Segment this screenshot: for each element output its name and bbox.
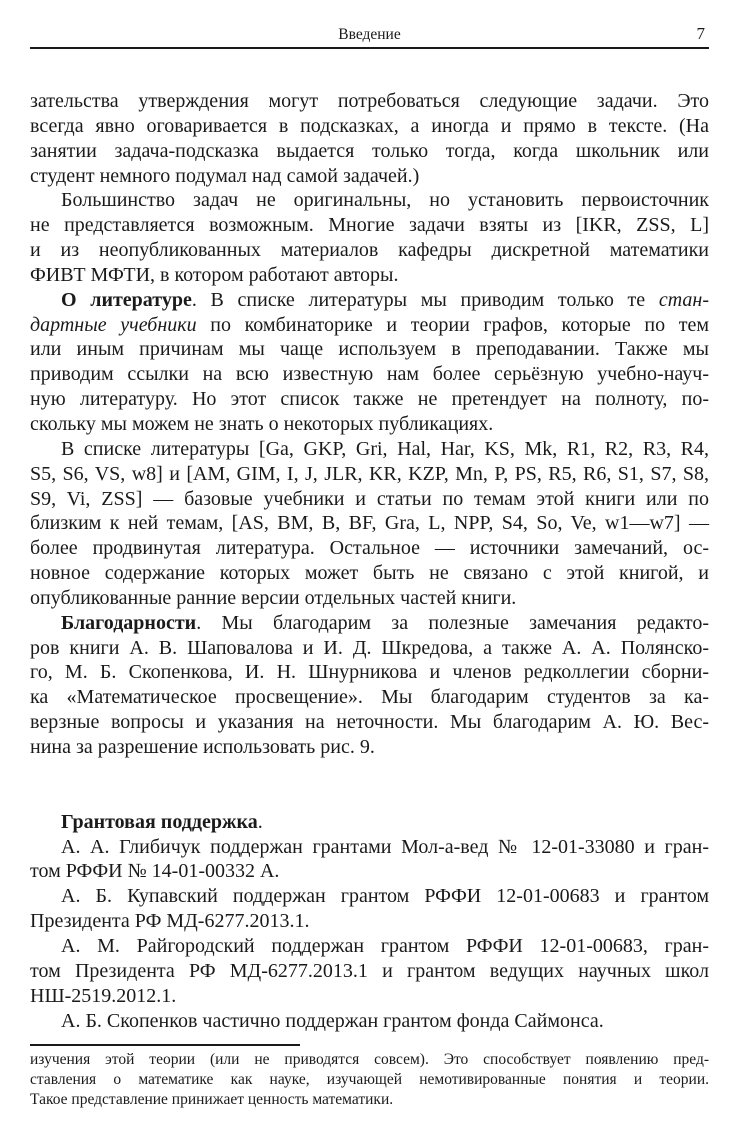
text-line [30,288,709,313]
text-line [30,561,709,586]
paragraph [30,288,709,437]
text-line [30,685,709,710]
text-line [30,313,709,338]
text-run: НШ-2519.2012.1. [30,984,177,1007]
text-line [30,362,709,387]
text-line [30,835,709,860]
text-run: Большинство задач не оригинальны, но установить первоисточник [61,189,709,212]
section-gap [30,760,709,810]
text-line [30,213,709,238]
text-run: ФИВТ МФТИ, в котором работают авторы. [30,263,399,286]
text-line [30,1009,709,1034]
text-run: и из неопубликованных материалов кафедры дискретной математики [30,239,709,262]
paragraph [30,188,709,287]
text-line [30,636,709,661]
main-text [30,89,709,1033]
text-line [30,114,709,139]
running-header-title: Введение [338,26,401,43]
text-line [30,188,709,213]
text-line [30,909,709,934]
bold-heading: Благодарности [61,611,197,634]
paragraph [30,89,709,188]
text-before-gap [30,89,709,760]
text-run: А. Б. Скопенков частично поддержан грантом фонда Саймонса. [61,1009,604,1032]
text-run: S5, S6, VS, w8] и [AM, GIM, I, J, JLR, KR, KZP, Mn, P, PS, R5, R6, S1, S7, S8, [30,462,709,485]
text-run: всегда явно оговаривается в подсказках, а иногда и прямо в тексте. (На [30,114,709,137]
text-run: верзные вопросы и указания на неточности. Мы благодарим А. Ю. Вес- [30,711,709,734]
text-run: скольку мы можем не знать о некоторых публикациях. [30,412,494,435]
paragraph [30,1009,709,1034]
text-run: нина за разрешение использовать рис. 9. [30,735,375,758]
text-line [30,139,709,164]
paragraph [30,884,709,934]
page-number: 7 [696,24,705,43]
bold-heading: О литературе [61,288,192,311]
text-line [30,884,709,909]
text-line [30,89,709,114]
text-run: или иным причинам мы чаще используем в преподавании. Также мы [30,338,709,361]
text-run: студент немного подумал над самой задачей.) [30,164,420,187]
paragraph [30,810,709,835]
italic-text: стан- [658,288,710,311]
italic-text: дартные учебники [30,313,197,336]
text-run: близким к ней темам, [AS, BM, B, BF, Gra, L, NPP, S4, So, Ve, w1—w7] — [30,512,709,535]
text-run: том РФФИ № 14-01-00332 А. [30,860,280,883]
paragraph [30,611,709,760]
text-line [30,586,709,611]
text-run: . [257,810,263,833]
text-line [30,810,709,835]
text-run: том Президента РФ МД-6277.2013.1 и грантом ведущих научных школ [30,959,709,982]
footnote-line: ставления о математике как науке, изучающей немотивированные понятия и теории. [30,1071,709,1088]
text-line [30,959,709,984]
text-run: го, М. Б. Скопенкова, И. Н. Шнурникова и членов редколлегии сборни- [30,661,709,684]
text-line [30,710,709,735]
text-line [30,164,709,189]
text-run: новное содержание которых может быть не связано с этой книгой, и [30,562,709,585]
text-run: более продвинутая литература. Остальное — источники замечаний, ос- [30,537,709,560]
text-run: . Мы благодарим за полезные замечания редакто- [196,611,709,634]
text-line [30,263,709,288]
footnote-line: изучения этой теории (или не приводятся совсем). Это способствует появлению пред- [30,1051,709,1068]
text-line [30,611,709,636]
text-line [30,511,709,536]
text-run: А. Б. Купавский поддержан грантом РФФИ 12-01-00683 и грантом [61,885,709,908]
text-run: ка «Математическое просвещение». Мы благодарим студентов за ка- [30,686,709,709]
text-run: опубликованные ранние версии отдельных частей книги. [30,586,517,609]
text-line [30,238,709,263]
text-line [30,536,709,561]
footnote-rule [30,1044,300,1046]
text-run: Президента РФ МД-6277.2013.1. [30,910,310,933]
text-run: зательства утверждения могут потребоваться следующие задачи. Это [30,90,709,112]
text-run: В списке литературы [Ga, GKP, Gri, Hal, Har, KS, Mk, R1, R2, R3, R4, [61,437,709,460]
text-run: ную литературу. Но этот список также не претендует на полноту, по- [30,388,709,411]
bold-heading: Грантовая поддержка [61,810,258,833]
footnote [30,1050,709,1110]
text-line [30,387,709,412]
footnote-line: Такое представление принижает ценность математики. [30,1091,394,1108]
paragraph [30,835,709,885]
text-line [30,337,709,362]
running-header [30,24,709,46]
paragraph [30,934,709,1009]
text-run: S9, Vi, ZSS] — базовые учебники и статьи по темам этой книги или по [30,487,709,510]
text-run: А. А. Глибичук поддержан грантами Мол-а-вед № 12-01-33080 и гран- [61,835,709,858]
text-line [30,735,709,760]
text-run: ров книги А. В. Шаповалова и И. Д. Шкредова, а также А. А. Полянско- [30,636,709,659]
text-run: приводим ссылки на всю известную нам более серьёзную учебно-науч- [30,363,709,386]
text-line [30,660,709,685]
text-line [30,859,709,884]
header-rule [30,47,709,49]
text-line [30,437,709,462]
text-line [30,934,709,959]
text-run: по комбинаторике и теории графов, которые по тем [196,313,709,336]
text-run: А. М. Райгородский поддержан грантом РФФИ 12-01-00683, гран- [61,935,709,957]
text-line [30,412,709,437]
text-line [30,462,709,487]
text-run: . В списке литературы мы приводим только те [191,288,659,311]
text-line [30,487,709,512]
text-run: не представляется возможным. Многие задачи взяты из [IKR, ZSS, L] [30,214,709,237]
text-line [30,984,709,1009]
text-run: занятии задача-подсказка выдается только тогда, когда школьник или [30,139,709,162]
grant-support-section [30,810,709,1034]
paragraph [30,437,709,611]
